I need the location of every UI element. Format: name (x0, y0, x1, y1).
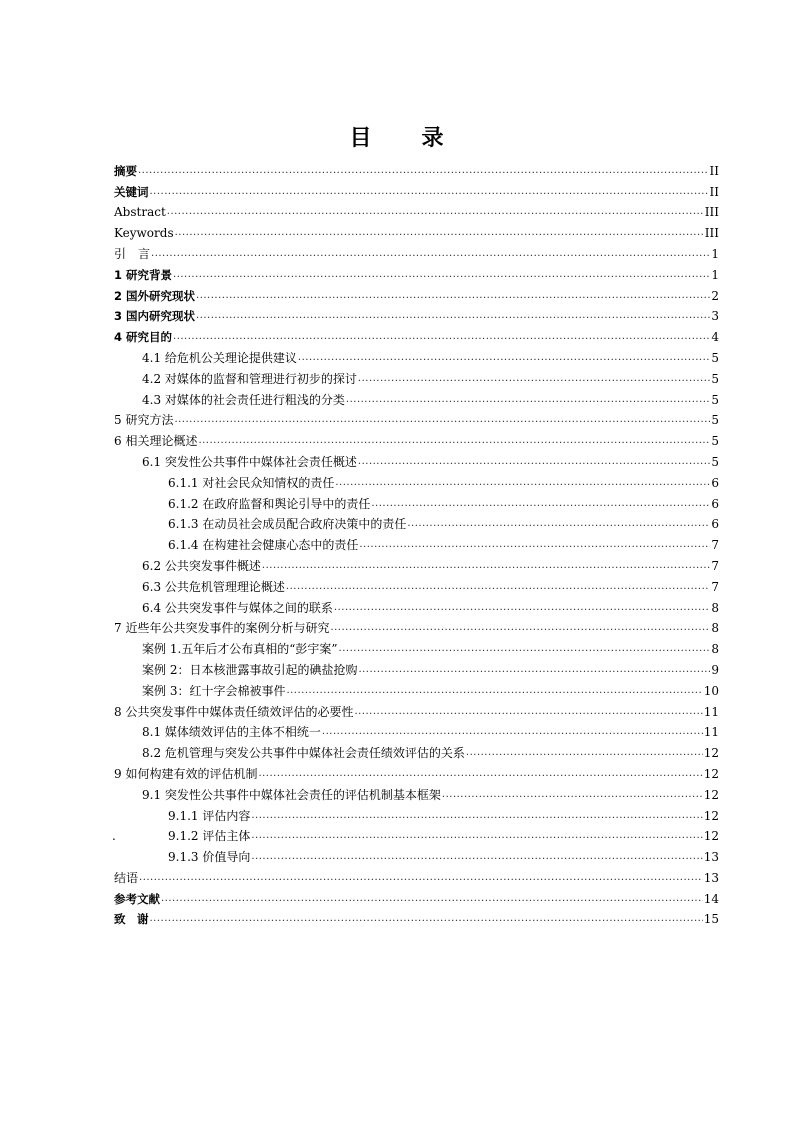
toc-entry-page-number: 13 (703, 870, 719, 885)
toc-entry-page-number: 10 (703, 683, 719, 698)
toc-leader-dots (442, 788, 703, 802)
toc-entry-page-number: II (709, 163, 719, 178)
toc-entry-page-number: 12 (703, 808, 719, 823)
table-of-contents (114, 157, 719, 926)
toc-entry-page-number: 5 (711, 413, 719, 428)
toc-leader-dots (151, 247, 710, 261)
toc-entry[interactable] (114, 739, 719, 760)
toc-entry-label: 6.3 公共危机管理理论概述 (142, 579, 285, 594)
toc-entry-label: 6.4 公共突发事件与媒体之间的联系 (142, 600, 333, 615)
toc-entry-page-number: 7 (711, 538, 719, 553)
toc-leader-dots (258, 767, 702, 781)
toc-entry-page-number: 1 (711, 246, 719, 261)
toc-entry-label: Abstract (114, 205, 166, 220)
toc-entry-page-number: 12 (703, 766, 719, 781)
title-right-char: 录 (421, 126, 444, 151)
toc-entry-page-number: 6 (711, 496, 719, 511)
toc-entry-label: Keywords (114, 226, 174, 241)
toc-leader-dots (339, 642, 711, 656)
toc-entry-label: 9.1.2 评估主体 (168, 829, 251, 844)
toc-entry[interactable] (114, 344, 719, 365)
toc-entry-label: 7 近些年公共突发事件的案例分析与研究 (114, 621, 330, 636)
toc-leader-dots (161, 892, 703, 906)
toc-entry-page-number: 3 (711, 309, 719, 324)
toc-entry[interactable] (114, 573, 719, 594)
toc-entry[interactable] (114, 178, 719, 199)
toc-leader-dots (322, 725, 703, 739)
toc-entry-page-number: 6 (711, 517, 719, 532)
toc-leader-dots (286, 684, 702, 698)
toc-entry[interactable] (114, 240, 719, 261)
toc-leader-dots (173, 330, 710, 344)
toc-entry-label: 4 研究目的 (114, 330, 173, 345)
toc-entry-label: 参考文献 (114, 891, 160, 906)
toc-entry-label: 4.1 给危机公关理论提供建议 (142, 350, 297, 365)
toc-entry-label: 案例 2：日本核泄露事故引起的碘盐抢购 (142, 662, 358, 677)
toc-entry[interactable] (114, 531, 719, 552)
toc-entry[interactable] (114, 323, 719, 344)
toc-entry[interactable] (114, 219, 719, 240)
toc-leader-dots (330, 621, 710, 635)
toc-leader-dots (466, 746, 703, 760)
toc-entry-page-number: 6 (711, 475, 719, 490)
toc-entry-label: 6.1.4 在构建社会健康心态中的责任 (168, 538, 359, 553)
toc-entry[interactable] (114, 427, 719, 448)
toc-entry-page-number: 5 (711, 392, 719, 407)
toc-entry[interactable] (114, 635, 719, 656)
toc-entry-label: 9.1 突发性公共事件中媒体社会责任的评估机制基本框架 (142, 787, 441, 802)
toc-entry[interactable] (114, 823, 719, 844)
toc-entry-label: 摘要 (114, 163, 137, 178)
toc-entry[interactable] (114, 386, 719, 407)
toc-entry-page-number: 11 (703, 725, 719, 740)
toc-entry-page-number: III (704, 226, 719, 241)
toc-entry-label: 关键词 (114, 184, 149, 199)
toc-entry-page-number: 1 (711, 267, 719, 282)
toc-leader-dots (150, 185, 709, 199)
toc-leader-dots (139, 871, 703, 885)
toc-entry-label: 8.2 危机管理与突发公共事件中媒体社会责任绩效评估的关系 (142, 746, 465, 761)
toc-leader-dots (358, 455, 710, 469)
toc-entry-label: 6.1.3 在动员社会成员配合政府决策中的责任 (168, 517, 407, 532)
toc-entry-label: 1 研究背景 (114, 267, 173, 282)
toc-leader-dots (354, 705, 702, 719)
toc-entry-prefix: . (112, 829, 116, 844)
toc-entry[interactable] (114, 261, 719, 282)
toc-leader-dots (196, 309, 710, 323)
toc-entry-page-number: 13 (703, 850, 719, 865)
toc-entry-page-number: 4 (711, 330, 719, 345)
toc-leader-dots (358, 372, 710, 386)
toc-entry-label: 案例 3：红十字会棉被事件 (142, 683, 286, 698)
toc-entry-label: 9.1.3 价值导向 (168, 850, 251, 865)
toc-entry[interactable] (114, 843, 719, 864)
toc-entry[interactable] (114, 885, 719, 906)
toc-entry-page-number: 11 (703, 704, 719, 719)
toc-entry[interactable] (114, 365, 719, 386)
toc-entry-page-number: 12 (703, 829, 719, 844)
toc-leader-dots (346, 393, 710, 407)
toc-leader-dots (358, 663, 710, 677)
toc-entry[interactable] (114, 864, 719, 885)
toc-entry-label: 案例 1.五年后才公布真相的“彭宇案” (142, 642, 338, 657)
toc-leader-dots (286, 580, 710, 594)
toc-entry-label: 8 公共突发事件中媒体责任绩效评估的必要性 (114, 704, 354, 719)
toc-leader-dots (262, 559, 710, 573)
toc-leader-dots (198, 434, 710, 448)
toc-entry-label: 结语 (114, 870, 139, 885)
toc-leader-dots (407, 517, 710, 531)
toc-entry-page-number: 8 (711, 621, 719, 636)
toc-leader-dots (335, 476, 710, 490)
page-title (0, 121, 793, 152)
toc-entry[interactable] (114, 490, 719, 511)
toc-entry[interactable] (114, 552, 719, 573)
toc-entry-label: 5 研究方法 (114, 413, 174, 428)
toc-entry-page-number: 7 (711, 579, 719, 594)
toc-entry-page-number: 7 (711, 558, 719, 573)
toc-entry-label: 9.1.1 评估内容 (168, 808, 251, 823)
toc-entry-label: 6.1.1 对社会民众知情权的责任 (168, 475, 335, 490)
toc-entry[interactable] (114, 760, 719, 781)
toc-entry-page-number: 12 (703, 746, 719, 761)
toc-leader-dots (251, 850, 702, 864)
toc-entry[interactable] (114, 407, 719, 428)
toc-leader-dots (251, 829, 702, 843)
toc-entry[interactable] (114, 677, 719, 698)
toc-leader-dots (359, 538, 710, 552)
toc-entry[interactable] (114, 698, 719, 719)
toc-entry[interactable] (114, 469, 719, 490)
toc-leader-dots (138, 164, 709, 178)
toc-entry-label: 4.2 对媒体的监督和管理进行初步的探讨 (142, 371, 357, 386)
toc-entry-label: 4.3 对媒体的社会责任进行粗浅的分类 (142, 392, 345, 407)
toc-entry-page-number: 8 (711, 600, 719, 615)
toc-leader-dots (334, 601, 710, 615)
toc-entry-page-number: 5 (711, 371, 719, 386)
toc-entry[interactable] (114, 906, 719, 927)
toc-entry-page-number: 9 (711, 662, 719, 677)
toc-entry[interactable] (114, 594, 719, 615)
toc-entry-page-number: 5 (711, 350, 719, 365)
toc-entry-label: 6.2 公共突发事件概述 (142, 558, 261, 573)
toc-entry-page-number: 5 (711, 454, 719, 469)
title-left-char: 目 (349, 126, 372, 151)
toc-leader-dots (150, 912, 703, 926)
toc-entry[interactable] (114, 719, 719, 740)
toc-entry-page-number: 14 (703, 891, 719, 906)
toc-leader-dots (173, 268, 710, 282)
toc-leader-dots (371, 497, 710, 511)
toc-entry-page-number: III (704, 205, 719, 220)
toc-entry[interactable] (114, 511, 719, 532)
toc-entry[interactable] (114, 802, 719, 823)
toc-entry[interactable] (114, 656, 719, 677)
toc-entry-label: 9 如何构建有效的评估机制 (114, 766, 258, 781)
toc-entry-label: 6.1 突发性公共事件中媒体社会责任概述 (142, 454, 357, 469)
toc-entry[interactable] (114, 448, 719, 469)
toc-entry-label: 2 国外研究现状 (114, 288, 196, 303)
toc-entry-page-number: 15 (703, 912, 719, 927)
toc-entry-page-number: 2 (711, 288, 719, 303)
toc-entry[interactable] (114, 282, 719, 303)
toc-entry-label: 8.1 媒体绩效评估的主体不相统一 (142, 725, 321, 740)
toc-entry-label: 6.1.2 在政府监督和舆论引导中的责任 (168, 496, 371, 511)
toc-entry[interactable] (114, 615, 719, 636)
toc-leader-dots (196, 289, 710, 303)
toc-entry-label: 致 谢 (114, 912, 149, 927)
toc-entry-label: 3 国内研究现状 (114, 309, 196, 324)
toc-leader-dots (174, 413, 710, 427)
toc-entry-label: 6 相关理论概述 (114, 434, 198, 449)
toc-entry[interactable] (114, 303, 719, 324)
toc-entry-page-number: 8 (711, 642, 719, 657)
toc-entry-label: 引 言 (114, 246, 151, 261)
toc-leader-dots (251, 809, 702, 823)
toc-entry-page-number: II (709, 184, 719, 199)
toc-entry[interactable] (114, 157, 719, 178)
toc-leader-dots (167, 205, 704, 219)
toc-entry[interactable] (114, 199, 719, 220)
toc-entry[interactable] (114, 781, 719, 802)
toc-leader-dots (298, 351, 710, 365)
toc-entry-page-number: 5 (711, 434, 719, 449)
toc-entry-page-number: 12 (703, 787, 719, 802)
toc-leader-dots (175, 226, 704, 240)
